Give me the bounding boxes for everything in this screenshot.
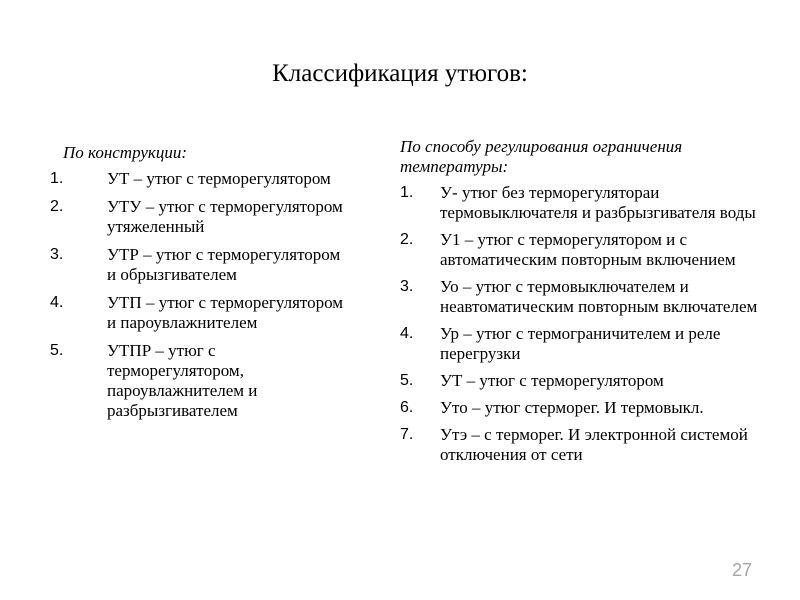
page-number: 27 bbox=[731, 560, 752, 580]
list-item bbox=[400, 398, 785, 418]
item-text: УТУ – утюг с терморегулятором утяжеленный bbox=[107, 197, 343, 236]
item-text: Уо – утюг с термовыключателем и неавтоматическим повторным включателем bbox=[440, 277, 758, 316]
item-number: 3. bbox=[50, 246, 64, 263]
temperature-control-list bbox=[400, 183, 785, 465]
construction-heading: По конструкции: bbox=[63, 143, 188, 162]
item-text: Ур – утюг с термограничителем и реле перегрузки bbox=[440, 324, 721, 363]
item-number: 7. bbox=[400, 426, 414, 443]
item-number: 5. bbox=[400, 372, 414, 389]
slide-title: Классификация утюгов: bbox=[272, 60, 528, 87]
item-number: 5. bbox=[50, 342, 64, 359]
temperature-control-column bbox=[400, 137, 785, 472]
item-number: 2. bbox=[50, 198, 64, 215]
list-item bbox=[50, 169, 350, 189]
item-number: 6. bbox=[400, 399, 414, 416]
item-text: У- утюг без терморегулятораи термовыключателя и разбрызгивателя воды bbox=[440, 183, 756, 222]
list-item bbox=[50, 245, 350, 285]
item-text: УТПР – утюг с терморегулятором, пароувлажнителем и разбрызгивателем bbox=[107, 341, 258, 420]
item-number: 1. bbox=[400, 184, 414, 201]
construction-column bbox=[50, 143, 350, 429]
item-text: Утэ – с терморег. И электронной системой отключения от сети bbox=[440, 425, 748, 464]
item-number: 3. bbox=[400, 278, 414, 295]
list-item bbox=[50, 341, 350, 421]
item-number: 2. bbox=[400, 231, 414, 248]
list-item bbox=[50, 293, 350, 333]
item-number: 1. bbox=[50, 170, 64, 187]
item-number: 4. bbox=[400, 325, 414, 342]
list-item bbox=[400, 371, 785, 391]
list-item bbox=[400, 277, 785, 317]
item-number: 4. bbox=[50, 294, 64, 311]
item-text: УТП – утюг с терморегулятором и пароувлажнителем bbox=[107, 293, 344, 332]
list-item bbox=[400, 324, 785, 364]
list-item bbox=[400, 183, 785, 223]
list-item bbox=[400, 425, 785, 465]
item-text: УТ – утюг с терморегулятором bbox=[107, 169, 331, 188]
item-text: УТР – утюг с терморегулятором и обрызгивателем bbox=[107, 245, 341, 284]
item-text: УТ – утюг с терморегулятором bbox=[440, 371, 664, 390]
construction-list bbox=[50, 169, 350, 421]
item-text: У1 – утюг с терморегулятором и с автоматическим повторным включением bbox=[440, 230, 736, 269]
list-item bbox=[400, 230, 785, 270]
temperature-control-heading: По способу регулирования ограничения температуры: bbox=[400, 137, 683, 176]
list-item bbox=[50, 197, 350, 237]
item-text: Уто – утюг стерморег. И термовыкл. bbox=[440, 398, 704, 417]
